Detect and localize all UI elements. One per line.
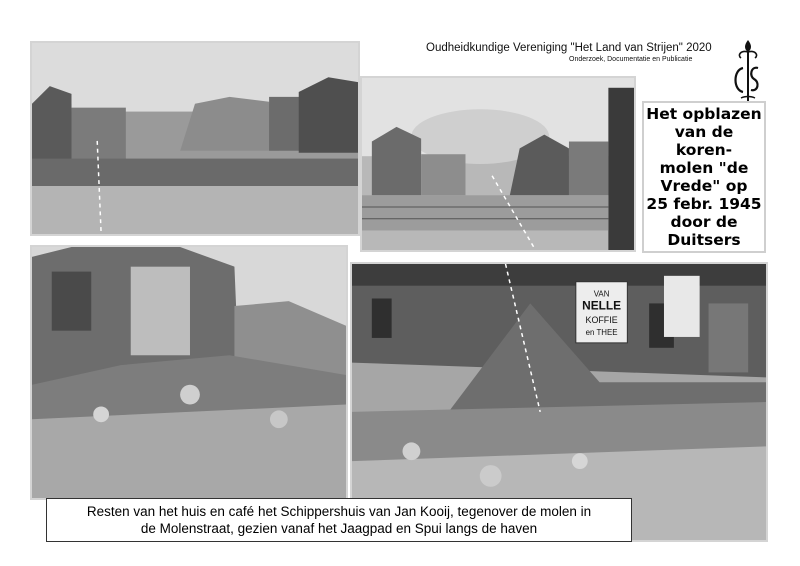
document-title: Het opblazen van de koren- molen "de Vrede" op 25 febr. 1945 door de Duitsers bbox=[646, 105, 762, 249]
organization-header: Oudheidkundige Vereniging "Het Land van Strijen" 2020 bbox=[426, 42, 712, 54]
caption-box bbox=[46, 498, 632, 542]
sign-line-2: en THEE bbox=[585, 327, 618, 337]
title-box bbox=[642, 101, 766, 253]
photo-street-view bbox=[360, 76, 636, 252]
photo-caption: Resten van het huis en café het Schippershuis van Jan Kooij, tegenover de molen in de Molenstraat, gezien vanaf het Jaagpad en Spui langs de haven bbox=[86, 504, 592, 536]
photo-ruined-house bbox=[30, 245, 348, 500]
sign-brand-main: NELLE bbox=[582, 298, 622, 313]
sign-line-1: KOFFIE bbox=[585, 315, 618, 326]
sign-brand-top: VAN bbox=[593, 289, 610, 299]
organization-subtitle: Onderzoek, Documentatie en Publicatie bbox=[569, 56, 693, 63]
photo-harbour-view bbox=[30, 41, 360, 236]
